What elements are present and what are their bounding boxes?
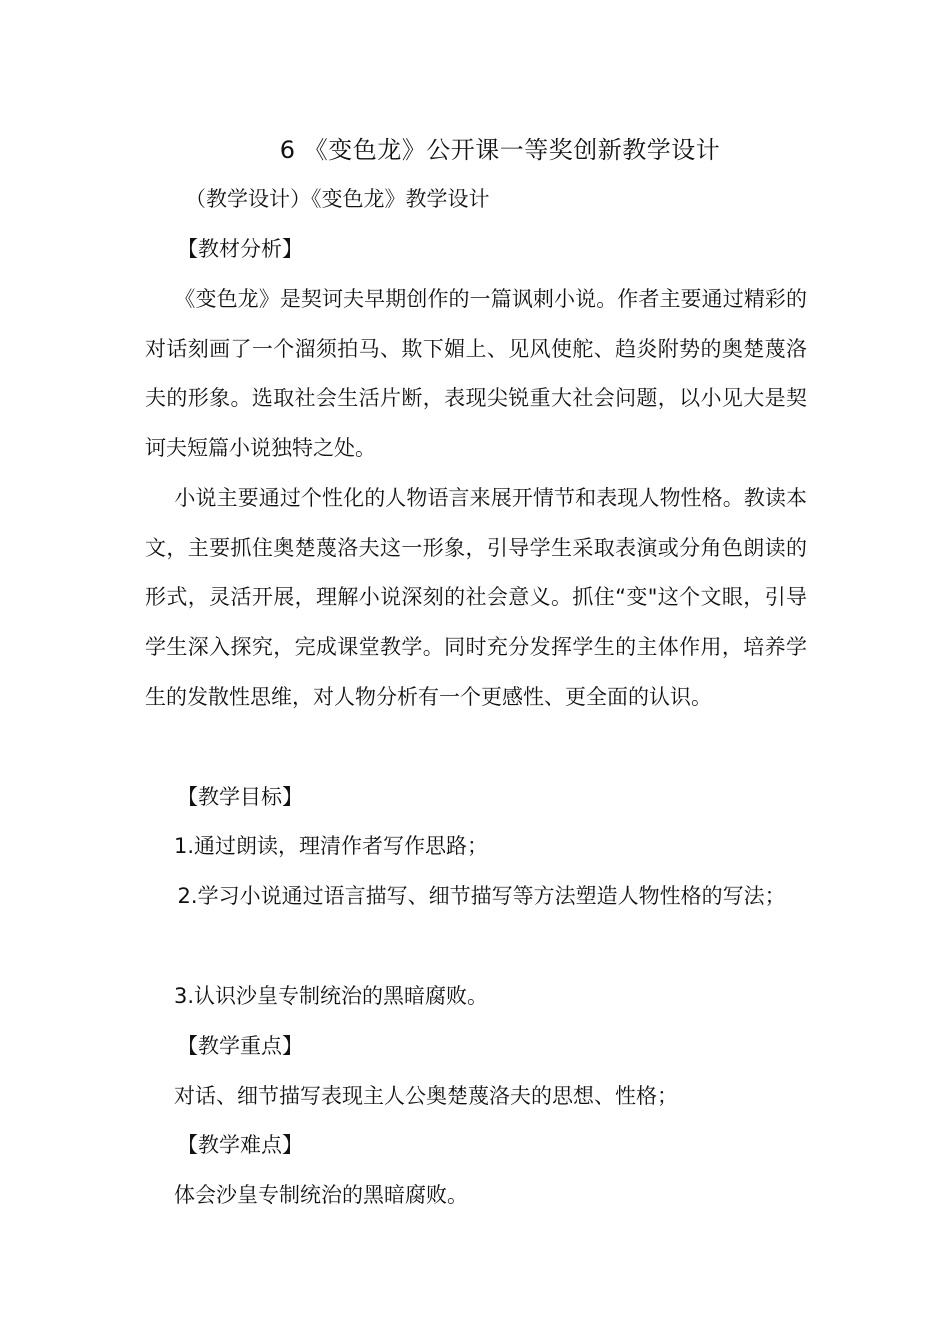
section-heading-key: 【教学重点】 bbox=[177, 1034, 303, 1058]
analysis-paragraph-1: 《变色龙》是契诃夫早期创作的一篇讽刺小说。作者主要通过精彩的对话刻画了一个溜须拍马、欺下媚上、见风使舵、趋炎附势的奥楚蔑洛夫的形象。选取社会生活片断，表现尖锐重大社会问题，以小见大是契诃夫短篇小说独特之处。 bbox=[145, 287, 807, 461]
document-title: 6 《变色龙》公开课一等奖创新教学设计 bbox=[279, 136, 721, 164]
difficulty-text: 体会沙皇专制统治的黑暗腐败。 bbox=[174, 1183, 468, 1207]
section-heading-goals: 【教学目标】 bbox=[177, 785, 303, 809]
goal-item-3: 3.认识沙皇专制统治的黑暗腐败。 bbox=[174, 984, 489, 1008]
goal-item-2: 2.学习小说通过语言描写、细节描写等方法塑造人物性格的写法； bbox=[177, 884, 786, 908]
analysis-paragraph-2: 小说主要通过个性化的人物语言来展开情节和表现人物性格。教读本文，主要抓住奥楚蔑洛夫这一形象，引导学生采取表演或分角色朗读的形式，灵活开展，理解小说深刻的社会意义。抓住“变"这个文眼，引导学生深入探究，完成课堂教学。同时充分发挥学生的主体作用，培养学生的发散性思维，对人物分析有一个更感性、更全面的认识。 bbox=[145, 486, 807, 709]
document-subtitle: （教学设计）《变色龙》教学设计 bbox=[185, 187, 490, 211]
section-heading-analysis: 【教材分析】 bbox=[177, 237, 303, 261]
section-heading-difficulty: 【教学难点】 bbox=[177, 1133, 303, 1157]
key-point-text: 对话、细节描写表现主人公奥楚蔑洛夫的思想、性格； bbox=[174, 1084, 678, 1108]
goal-item-1: 1.通过朗读，理清作者写作思路； bbox=[174, 834, 489, 858]
